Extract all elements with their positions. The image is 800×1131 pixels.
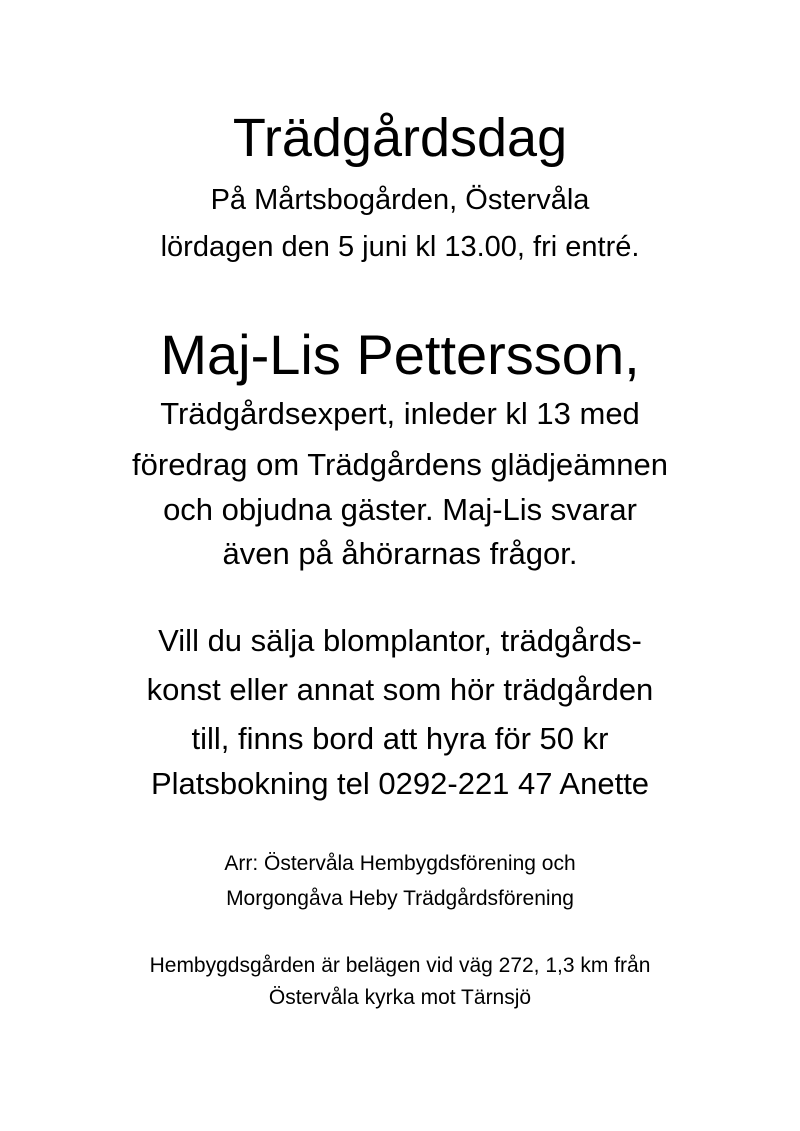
description-line: och objudna gäster. Maj-Lis svarar [163,492,637,527]
sales-line: konst eller annat som hör trädgården [146,672,654,707]
location-line: Östervåla kyrka mot Tärnsjö [268,986,532,1009]
organizer-line: Arr: Östervåla Hembygdsförening och [224,852,576,875]
booking-line: Platsbokning tel 0292-221 47 Anette [150,766,650,801]
organizer-line: Morgongåva Heby Trädgårdsförening [226,887,574,910]
location-line: Hembygdsgården är belägen vid väg 272, 1,3 km från [149,954,651,977]
date-line: lördagen den 5 juni kl 13.00, fri entré. [160,231,640,263]
description-line: även på åhörarnas frågor. [222,536,578,571]
venue-line: På Mårtsbogården, Östervåla [210,184,590,216]
description-line: föredrag om Trädgårdens glädjeämnen [132,447,668,482]
sales-line: Vill du sälja blomplantor, trädgårds- [158,623,642,658]
speaker-name: Maj-Lis Pettersson, [160,323,640,386]
poster-title: Trädgårdsdag [232,108,568,168]
sales-line: till, finns bord att hyra för 50 kr [191,721,609,756]
description-line: Trädgårdsexpert, inleder kl 13 med [160,396,640,431]
